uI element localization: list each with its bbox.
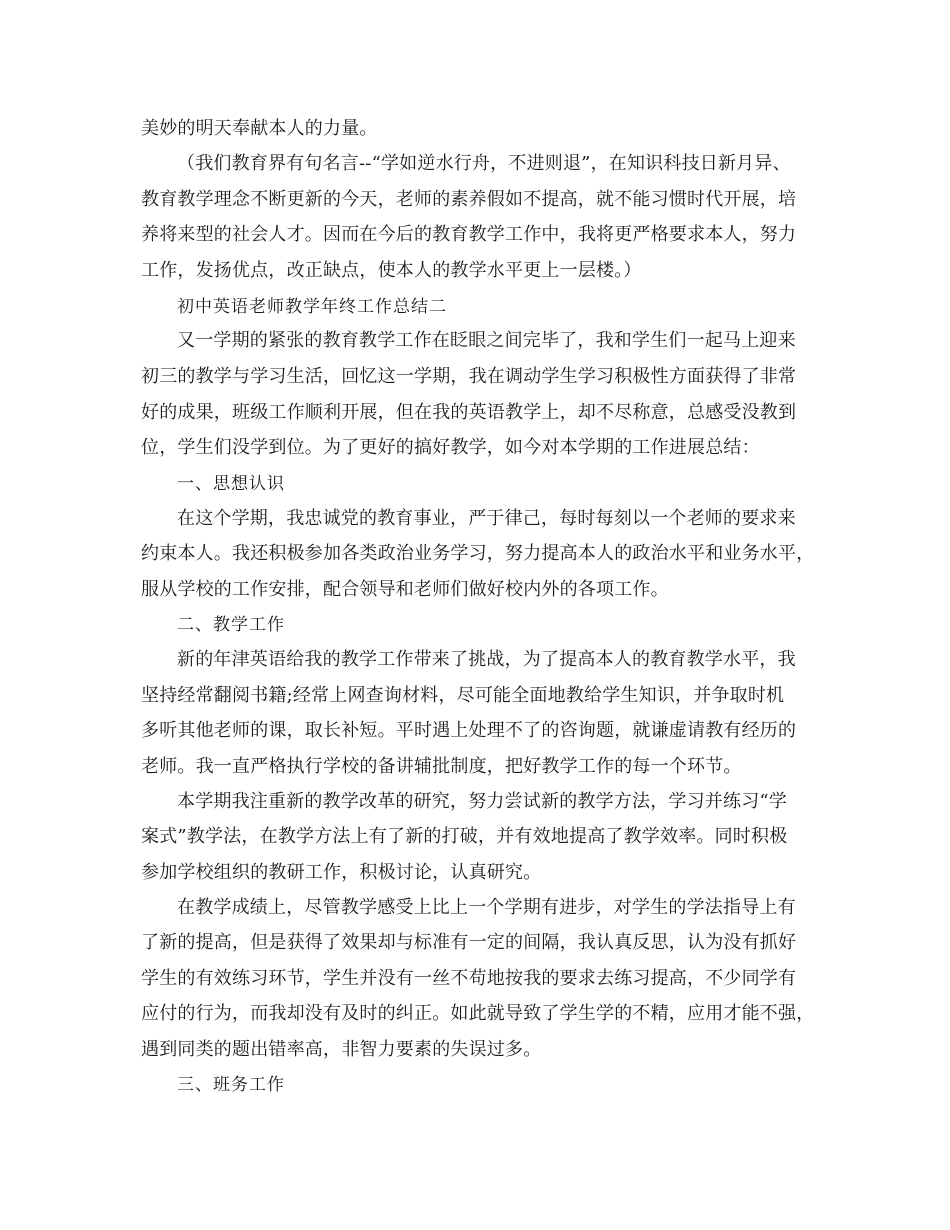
paragraph-line: 养将来型的社会人才。因而在今后的教育教学工作中，我将更严格要求本人，努力 [141,224,797,245]
paragraph-line: 学生的有效练习环节，学生并没有一丝不苟地按我的要求去练习提高，不少同学有 [141,968,797,989]
paragraph-line: 在教学成绩上，尽管教学感受上比上一个学期有进步，对学生的学法指导上有 [177,897,796,918]
paragraph-line: 老师。我一直严格执行学校的备讲辅批制度，把好教学工作的每一个环节。 [141,756,742,777]
paragraph-line: 教育教学理念不断更新的今天，老师的素养假如不提高，就不能习惯时代开展，培 [141,189,797,210]
paragraph-line: 美妙的明天奉献本人的力量。 [141,118,378,139]
paragraph-line: 参加学校组织的教研工作，积极讨论，认真研究。 [141,862,542,883]
paragraph-line: 多听其他老师的课，取长补短。平时遇上处理不了的咨询题，就谦虚请教有经历的 [141,720,797,741]
paragraph-line: 初三的教学与学习生活，回忆这一学期，我在调动学生学习积极性方面获得了非常 [141,366,797,387]
paragraph-line: 工作，发扬优点，改正缺点，使本人的教学水平更上一层楼。） [141,260,642,281]
section-heading: 一、思想认识 [177,474,285,494]
paragraph-line: 案式”教学法，在教学方法上有了新的打破，并有效地提高了教学效率。同时积极 [141,826,788,847]
paragraph-line: 在这个学期，我忠诚党的教育事业，严于律己，每时每刻以一个老师的要求来 [177,508,796,529]
paragraph-line: 遇到同类的题出错率高，非智力要素的失误过多。 [141,1039,542,1060]
section-heading: 三、班务工作 [177,1075,285,1095]
section-heading: 二、教学工作 [177,615,285,635]
paragraph-line: 服从学校的工作安排，配合领导和老师们做好校内外的各项工作。 [141,579,669,600]
paragraph-line: 坚持经常翻阅书籍;经常上网查询材料，尽可能全面地教给学生知识，并争取时机 [141,685,785,706]
paragraph-line: 本学期我注重新的教学改革的研究，努力尝试新的教学方法，学习并练习“学 [177,791,787,812]
paragraph-line: 约束本人。我还积极参加各类政治业务学习，努力提高本人的政治水平和业务水平， [141,543,815,564]
paragraph-line: （我们教育界有句名言--“学如逆水行舟，不进则退”，在知识科技日新月异、 [177,153,791,174]
paragraph-line: 又一学期的紧张的教育教学工作在眨眼之间完毕了，我和学生们一起马上迎来 [177,330,796,351]
paragraph-line: 应付的行为，而我却没有及时的纠正。如此就导致了学生学的不精，应用才能不强， [141,1003,815,1024]
paragraph-line: 位，学生们没学到位。为了更好的搞好教学，如今对本学期的工作进展总结： [141,437,760,458]
section-title: 初中英语老师教学年终工作总结二 [177,297,447,317]
paragraph-line: 好的成果，班级工作顺利开展，但在我的英语教学上，却不尽称意，总感受没教到 [141,402,797,423]
paragraph-line: 了新的提高，但是获得了效果却与标准有一定的间隔，我认真反思，认为没有抓好 [141,932,797,953]
paragraph-line: 新的年津英语给我的教学工作带来了挑战，为了提高本人的教育教学水平，我 [177,649,796,670]
